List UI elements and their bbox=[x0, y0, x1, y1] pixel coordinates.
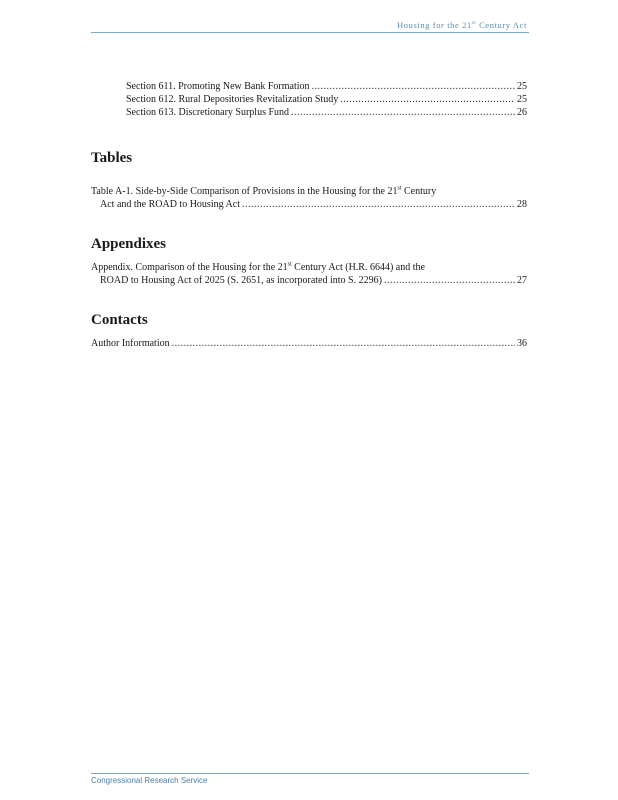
toc-entry-table-a1[interactable] bbox=[91, 185, 527, 211]
dot-leader bbox=[384, 274, 515, 287]
footer-source: Congressional Research Service bbox=[91, 776, 208, 785]
sections-continued-list bbox=[91, 80, 527, 119]
toc-entry-label: Section 611. Promoting New Bank Formation bbox=[126, 81, 310, 92]
toc-entry-text: Century Act (H.R. 6644) and the bbox=[291, 262, 425, 273]
dot-leader bbox=[291, 106, 515, 119]
header-title-pre: Housing for the 21 bbox=[397, 20, 472, 30]
dot-leader bbox=[340, 93, 515, 106]
footer-rule bbox=[91, 773, 529, 774]
toc-entry-page: 27 bbox=[517, 275, 527, 286]
toc-entry-line1 bbox=[91, 261, 527, 274]
dot-leader bbox=[242, 198, 515, 211]
running-header bbox=[397, 20, 527, 30]
toc-entry-page: 36 bbox=[517, 338, 527, 349]
tables-heading: Tables bbox=[91, 150, 133, 166]
toc-entry-line2 bbox=[91, 198, 527, 211]
toc-entry-label: Section 613. Discretionary Surplus Fund bbox=[126, 107, 290, 118]
toc-entry-page: 25 bbox=[517, 94, 527, 105]
dot-leader bbox=[312, 80, 515, 93]
table-of-contents bbox=[91, 80, 527, 350]
toc-entry-text: Century bbox=[401, 186, 437, 197]
toc-entry-page: 28 bbox=[517, 199, 527, 210]
toc-entry-section-611[interactable] bbox=[91, 80, 527, 93]
header-title-post: Century Act bbox=[476, 20, 527, 30]
toc-entry-sup: st bbox=[287, 261, 292, 268]
toc-entry-section-612[interactable] bbox=[91, 93, 527, 106]
toc-entry-text: Appendix. Comparison of the Housing for the 21 bbox=[91, 262, 288, 273]
toc-entry-section-613[interactable] bbox=[91, 106, 527, 119]
toc-entry-line1 bbox=[91, 185, 527, 198]
toc-entry-label: Act and the ROAD to Housing Act bbox=[100, 199, 240, 210]
toc-entry-label: ROAD to Housing Act of 2025 (S. 2651, as incorporated into S. 2296) bbox=[100, 275, 382, 286]
toc-entry-line2 bbox=[91, 274, 527, 287]
toc-entry-label: Section 612. Rural Depositories Revitalization Study bbox=[126, 94, 339, 105]
toc-entry-text: Table A-1. Side-by-Side Comparison of Provisions in the Housing for the 21 bbox=[91, 186, 398, 197]
toc-entry-appendix[interactable] bbox=[91, 261, 527, 287]
header-rule bbox=[91, 32, 529, 33]
toc-entry-label: Author Information bbox=[91, 338, 170, 349]
toc-entry-page: 26 bbox=[517, 107, 527, 118]
toc-entry-page: 25 bbox=[517, 81, 527, 92]
toc-entry-author-information[interactable] bbox=[91, 337, 527, 350]
header-title-sup: st bbox=[471, 21, 477, 27]
toc-entry-sup: st bbox=[397, 185, 402, 192]
contacts-heading: Contacts bbox=[91, 312, 148, 328]
appendixes-heading: Appendixes bbox=[91, 236, 167, 252]
dot-leader bbox=[172, 337, 515, 350]
